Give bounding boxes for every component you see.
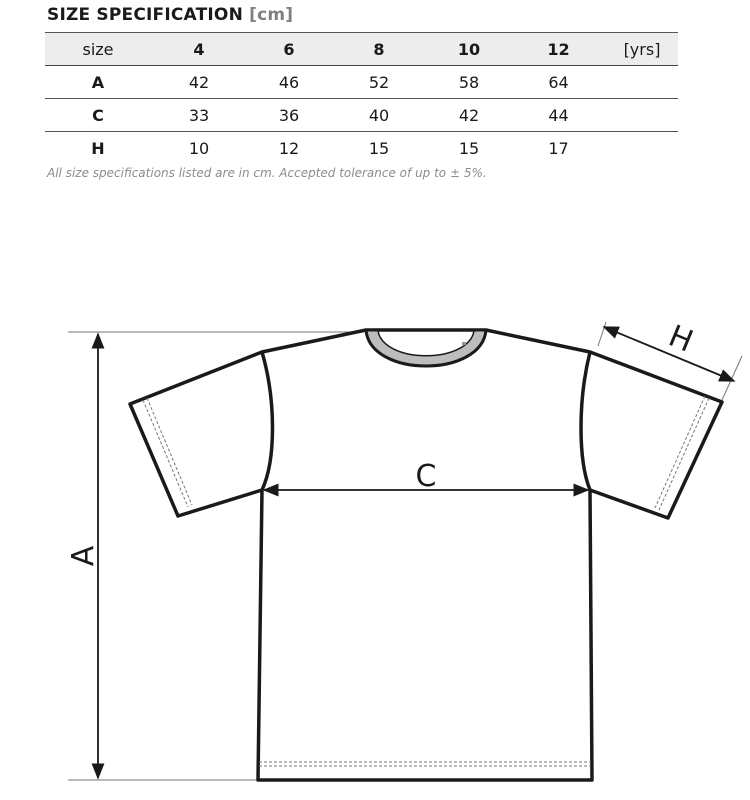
left-sleeve [130, 352, 262, 516]
table-cell: 17 [548, 138, 569, 158]
dimension-a-label: A [66, 545, 101, 567]
dimension-c-label: C [415, 459, 437, 494]
table-cell: 52 [331, 66, 427, 99]
table-cell: 42 [427, 99, 511, 132]
header-col: 4 [151, 33, 247, 66]
tshirt-body [258, 330, 592, 780]
table-cell: 40 [331, 99, 427, 132]
table-cell: 33 [151, 99, 247, 132]
row-label: A [45, 66, 151, 99]
table-cell: 10 [188, 138, 210, 158]
dimension-h-label: H [663, 318, 698, 360]
header-col: 10 [427, 33, 511, 66]
header-unit: [yrs] [606, 33, 678, 66]
table-cell: 36 [247, 99, 331, 132]
title-text: SIZE SPECIFICATION [47, 5, 243, 25]
header-col: 6 [247, 33, 331, 66]
row-label: H [91, 138, 105, 158]
tolerance-note: All size specifications listed are in cm. Accepted tolerance of up to ± 5%. [47, 166, 487, 180]
header-size: size [45, 33, 151, 66]
table-cell: 46 [247, 66, 331, 99]
table-cell: 58 [427, 66, 511, 99]
title-unit: [cm] [249, 5, 294, 25]
table-cell: 64 [511, 66, 606, 99]
header-col: 12 [511, 33, 606, 66]
right-sleeve [590, 352, 722, 518]
row-label: C [45, 99, 151, 132]
label-tag [462, 342, 466, 345]
h-extension-line [598, 322, 606, 346]
table-cell: 44 [511, 99, 606, 132]
table-cell: 12 [278, 138, 300, 158]
table-cell: 15 [368, 138, 390, 158]
header-col: 8 [331, 33, 427, 66]
table-cell: 15 [458, 138, 480, 158]
table-cell: 42 [151, 66, 247, 99]
